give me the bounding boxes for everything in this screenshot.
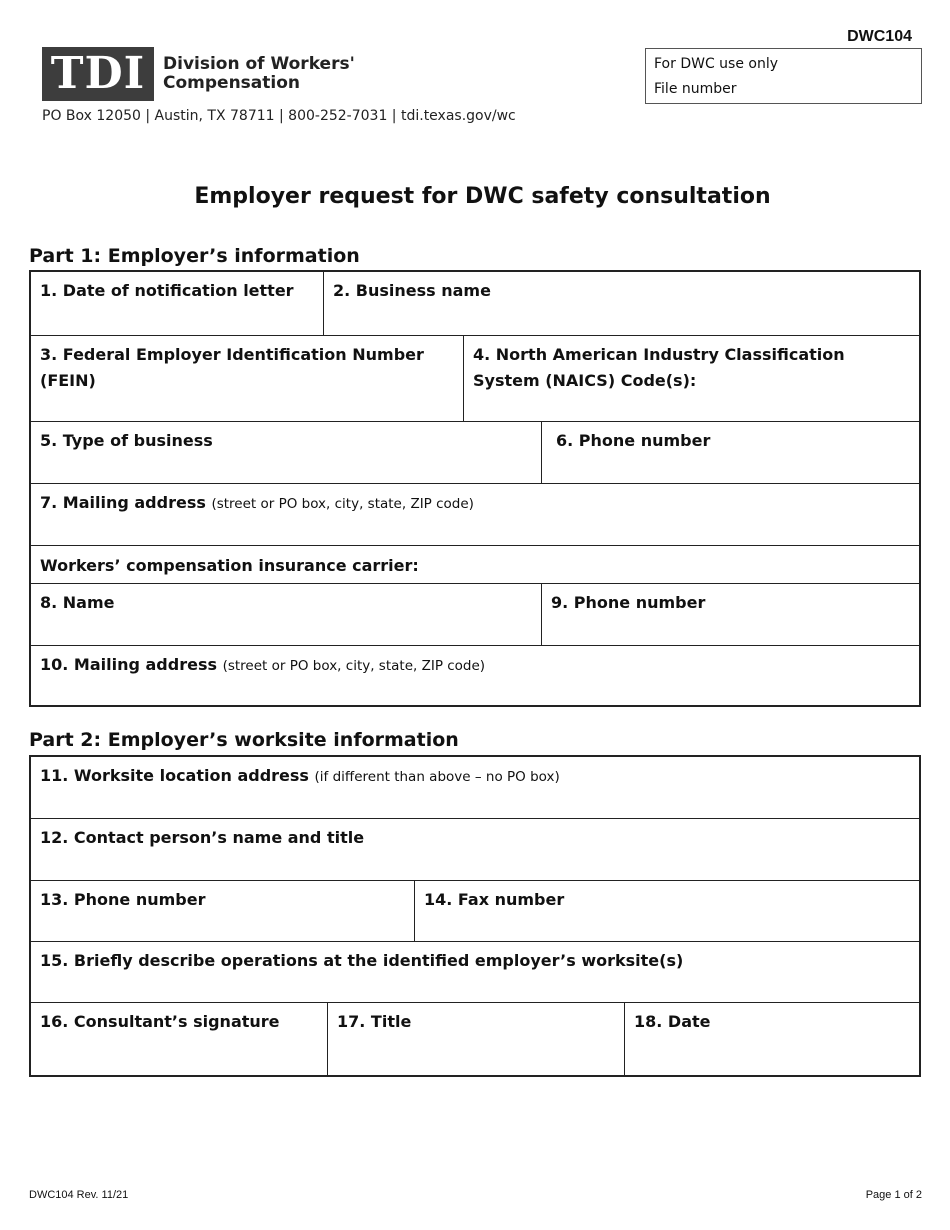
tdi-logo — [42, 47, 355, 101]
form-row — [31, 646, 919, 705]
field-label: 9. Phone number — [551, 593, 706, 612]
field-label: 11. Worksite location address — [40, 766, 309, 785]
form-row — [31, 422, 919, 484]
field-label: 8. Name — [40, 593, 115, 612]
field-label: 17. Title — [337, 1012, 412, 1031]
field-label: 2. Business name — [333, 281, 491, 300]
employer-phone-field[interactable] — [542, 422, 919, 483]
carrier-name-field[interactable] — [31, 584, 542, 645]
form-row — [31, 584, 919, 646]
tdi-logo-mark: TDI — [42, 47, 154, 101]
date-of-notification-field[interactable] — [31, 272, 324, 335]
employer-mailing-address-field[interactable] — [31, 484, 919, 545]
office-use-label: For DWC use only — [654, 56, 779, 72]
form-row — [31, 546, 919, 584]
field-label: 18. Date — [634, 1012, 711, 1031]
employer-info-table — [29, 270, 921, 707]
carrier-phone-field[interactable] — [542, 584, 919, 645]
office-use-box — [645, 48, 922, 104]
carrier-section-heading: Workers’ compensation insurance carrier: — [40, 556, 419, 575]
contact-person-field[interactable] — [31, 819, 919, 880]
form-row — [31, 484, 919, 546]
page-title: Employer request for DWC safety consultation — [194, 184, 771, 209]
form-revision: DWC104 Rev. 11/21 — [29, 1189, 129, 1201]
field-label: 1. Date of notification letter — [40, 281, 294, 300]
field-label: 15. Briefly describe operations at the identified employer’s worksite(s) — [40, 951, 684, 970]
field-label: 12. Contact person’s name and title — [40, 828, 365, 847]
consultant-signature-field[interactable] — [31, 1003, 328, 1075]
field-label: 10. Mailing address — [40, 655, 217, 674]
fax-number-field[interactable] — [415, 881, 919, 941]
form-row — [31, 881, 919, 942]
part1-heading: Part 1: Employer’s information — [29, 245, 360, 267]
consultant-title-field[interactable] — [328, 1003, 625, 1075]
contact-address: PO Box 12050 | Austin, TX 78711 | 800-252-7031 | tdi.texas.gov/wc — [42, 108, 516, 124]
type-of-business-field[interactable] — [31, 422, 542, 483]
fein-field[interactable] — [31, 336, 464, 421]
form-row — [31, 272, 919, 336]
file-number-label: File number — [654, 81, 737, 97]
field-label: 14. Fax number — [424, 890, 565, 909]
worksite-address-field[interactable] — [31, 757, 919, 818]
org-name-line2: Compensation — [163, 73, 300, 93]
page-number: Page 1 of 2 — [865, 1189, 922, 1201]
operations-description-field[interactable] — [31, 942, 919, 1002]
field-hint: (street or PO box, city, state, ZIP code) — [211, 496, 474, 512]
form-row — [31, 757, 919, 819]
field-label: 4. North American Industry Classification System (NAICS) Code(s): — [473, 345, 845, 390]
worksite-info-table — [29, 755, 921, 1077]
signature-date-field[interactable] — [625, 1003, 919, 1075]
org-name — [163, 55, 355, 93]
worksite-phone-field[interactable] — [31, 881, 415, 941]
business-name-field[interactable] — [324, 272, 919, 335]
part2-heading: Part 2: Employer’s worksite information — [29, 729, 459, 751]
org-name-line1: Division of Workers' — [163, 54, 355, 74]
naics-code-field[interactable] — [464, 336, 919, 421]
field-label: 13. Phone number — [40, 890, 206, 909]
form-row — [31, 942, 919, 1003]
field-label: 6. Phone number — [556, 431, 711, 450]
field-label: 16. Consultant’s signature — [40, 1012, 280, 1031]
form-row — [31, 1003, 919, 1075]
field-label: 5. Type of business — [40, 431, 213, 450]
field-label: 3. Federal Employer Identification Number (FEIN) — [40, 345, 424, 390]
form-id: DWC104 — [847, 28, 912, 45]
carrier-mailing-address-field[interactable] — [31, 646, 919, 705]
field-hint: (if different than above – no PO box) — [314, 769, 560, 785]
form-row — [31, 819, 919, 881]
field-label: 7. Mailing address — [40, 493, 206, 512]
field-hint: (street or PO box, city, state, ZIP code) — [222, 658, 486, 674]
form-row — [31, 336, 919, 422]
